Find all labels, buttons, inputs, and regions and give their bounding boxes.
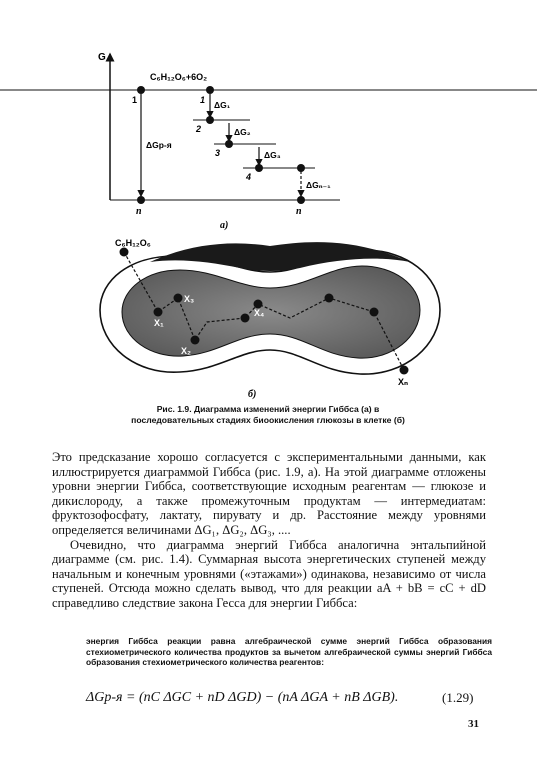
level-number: 1 (200, 95, 206, 105)
panel-label-a: а) (220, 220, 229, 231)
delta-label: ΔG₃ (264, 150, 281, 160)
level-point (137, 86, 145, 94)
level-point (137, 196, 145, 204)
pathway-node (154, 308, 163, 317)
pathway-node (241, 314, 250, 323)
gibbs-diagram-a (0, 52, 537, 231)
equation-number: (1.29) (442, 690, 474, 705)
pathway-node (191, 336, 200, 345)
level-number: 4 (246, 172, 252, 182)
bottom-level-number: n (136, 206, 142, 217)
rule-statement: энергия Гиббса реакции равна алгебраической сумме энергий Гиббса образования стехиометрического количества продуктов за вычетом алгебраической суммы энергий Гиббса образования стехиометрического количества реагентов: (86, 636, 492, 668)
level-point (297, 164, 305, 172)
level-point (206, 86, 214, 94)
delta-label: ΔG₁ (214, 100, 231, 110)
pathway-node (325, 294, 334, 303)
level-number: 3 (215, 148, 221, 158)
figure-caption: Рис. 1.9. Диаграмма изменений энергии Гиббса (а) в последовательных стадиях биоокисления глюкозы в клетке (б) (131, 404, 405, 425)
pathway-node (174, 294, 183, 303)
bottom-level-number: n (296, 206, 302, 217)
paragraph: Это предсказание хорошо согласуется с экспериментальными данными, как иллюстрируется диаграммой Гиббса (рис. 1.9, а). На этой диаграмме отложены уровни энергии Гиббса, соответствующие исходным реагентам — глюкозе и дикислороду, а также промежуточным продуктам — интермедиатам: фруктозофосфату, лактату, пирувату и др. Расстояние между уровнями определяется величинами ΔG₁, ΔG₂, ΔG₃, .... (52, 450, 486, 537)
x-label: X₃ (184, 294, 195, 304)
panel-label-b: б) (248, 389, 257, 400)
formula: ΔGр-я = (nC ΔGC + nD ΔGD) − (nA ΔGA + nB ΔGB). (86, 690, 399, 705)
x-label: X₂ (181, 346, 192, 356)
x-label: X₄ (254, 308, 265, 318)
top-formula: C₆H₁₂O₆+6O₂ (150, 72, 208, 82)
total-delta-label: ΔGр-я (146, 140, 172, 150)
paragraph: Очевидно, что диаграмма энергий Гиббса аналогична энтальпийной диаграмме (см. рис. 1.4). Суммарная высота энергетических ступеней между начальным и конечным уровнями («этажами») одинакова, независимо от числа ступеней. Отсюда можно сделать вывод, что для реакции aA + bB = cC + dD справедливо следствие закона Гесса для энергии Гиббса: (52, 537, 486, 610)
cell-diagram-b (100, 238, 440, 400)
delta-label: ΔG₂ (234, 127, 251, 137)
body-text (52, 450, 486, 611)
level-number: 1 (132, 95, 138, 105)
level-point (297, 196, 305, 204)
g-axis-label: G (98, 52, 106, 63)
level-point (255, 164, 263, 172)
level-point (206, 116, 214, 124)
glucose-label: C₆H₁₂O₆ (115, 238, 151, 248)
level-number: 2 (196, 124, 202, 134)
pathway-node (370, 308, 379, 317)
pathway-node (400, 366, 409, 375)
x-label: Xₙ (398, 377, 409, 387)
page-number: 31 (468, 718, 479, 730)
delta-label: ΔGₙ₋₁ (306, 180, 331, 190)
level-point (225, 140, 233, 148)
x-label: X₁ (154, 318, 164, 328)
